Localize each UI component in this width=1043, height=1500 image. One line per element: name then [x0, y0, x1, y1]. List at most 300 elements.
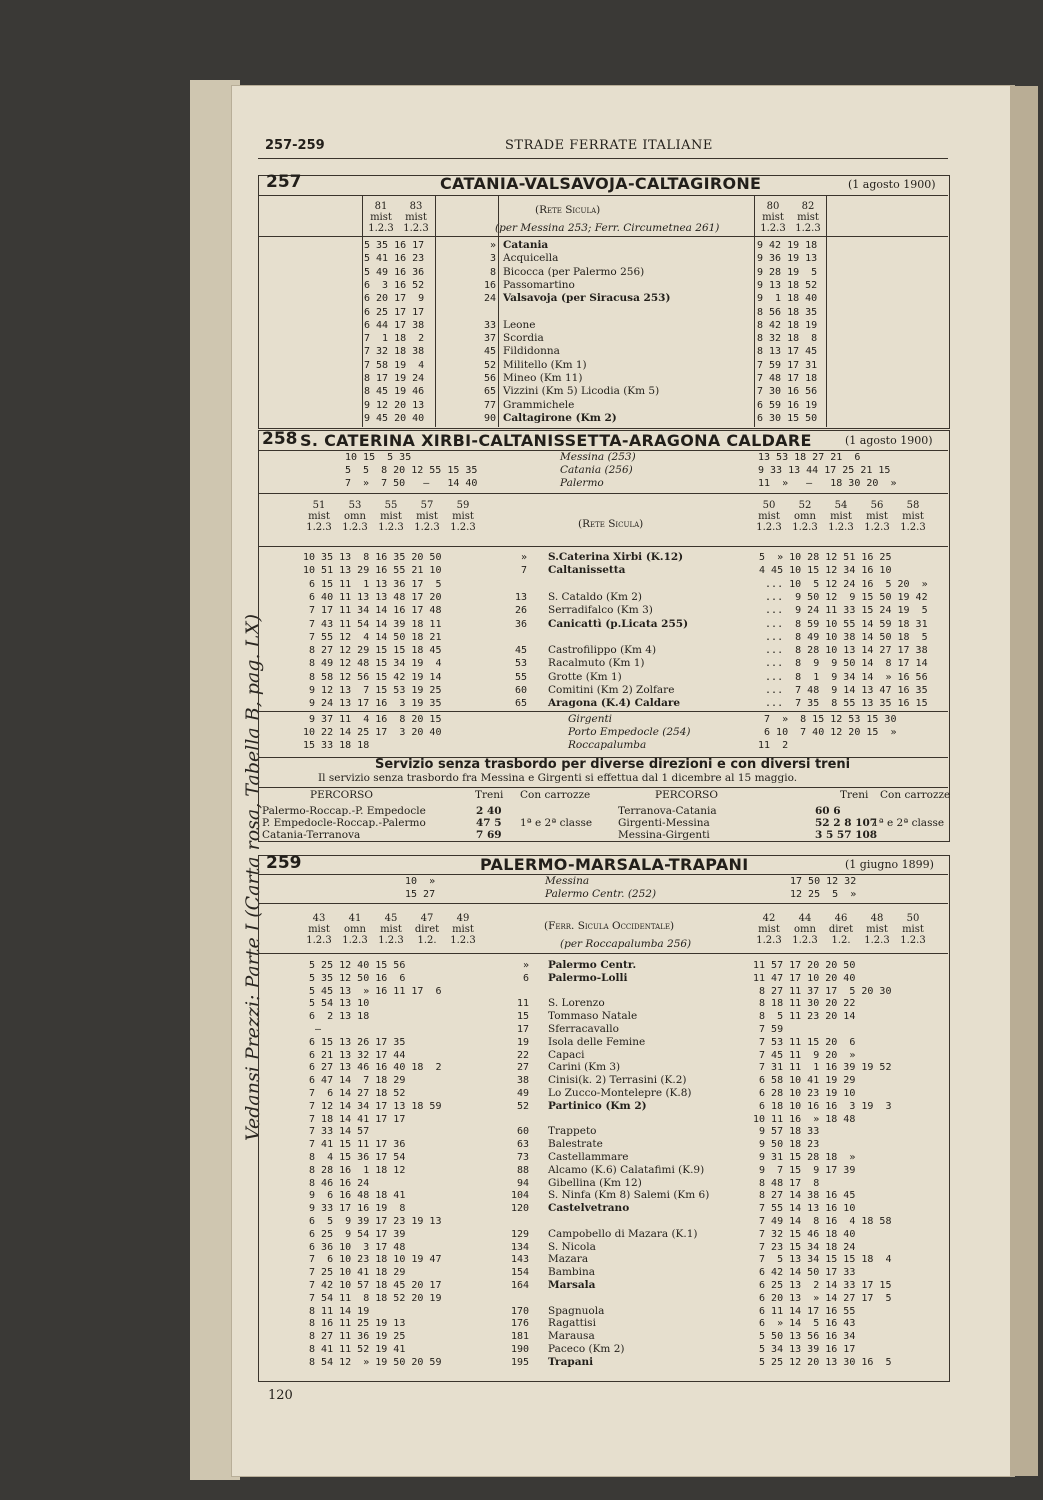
section-259-up-times: 6 18 10 16 16 3 19 3 [753, 1100, 892, 1112]
section-258-bottom-right: 7 » 8 15 12 53 15 30 [758, 714, 897, 725]
section-257-down-times: 7 32 18 38 [364, 346, 425, 358]
section-257-up-times: 8 56 18 35 [757, 306, 818, 318]
section-259-km: 195 [510, 1356, 529, 1368]
section-259-conn-label: Messina [545, 875, 590, 887]
section-259-up-times: 5 25 12 20 13 30 16 5 [753, 1356, 892, 1368]
section-259-conn-rule [258, 903, 948, 904]
section-259-station: Lo Zucco-Montelepre (K.8) [548, 1087, 692, 1099]
section-257-station: Catania [503, 239, 549, 251]
section-257-up-times: 7 30 16 56 [757, 386, 818, 398]
section-259-km: » [522, 960, 529, 971]
section-258-down-times: 8 58 12 56 15 42 19 14 [303, 671, 442, 683]
section-258-down-col: 55 mist 1.2.3 [378, 500, 404, 533]
section-259-up-col: 50 mist 1.2.3 [900, 913, 926, 946]
section-258-station: Castrofilippo (Km 4) [548, 644, 657, 657]
section-258-down-times: 10 35 13 8 16 35 20 50 [303, 552, 442, 563]
section-258-bottom-right: 6 10 7 40 12 20 15 » [758, 727, 897, 738]
section-258-number: 258 [262, 429, 298, 449]
section-257-col-80: 80 mist 1.2.3 [760, 201, 786, 234]
section-258-down-col: 59 mist 1.2.3 [450, 500, 476, 533]
section-257-km: 65 [483, 386, 496, 398]
section-258-station: Grotte (Km 1) [548, 670, 622, 683]
section-257-station: Passomartino [503, 278, 575, 291]
section-258-up-col: 52 omn 1.2.3 [792, 500, 818, 533]
section-259-number: 259 [266, 853, 302, 873]
section-259-up-col: 42 mist 1.2.3 [756, 913, 782, 946]
section-259-km: 38 [516, 1075, 529, 1087]
section-258-km: 65 [514, 698, 527, 710]
section-259-up-times: 7 31 11 1 16 39 19 52 [753, 1062, 892, 1074]
section-259-down-times: 8 46 16 24 [303, 1177, 370, 1189]
section-258-up-times: ... 10 5 12 24 16 5 20 » [753, 578, 928, 590]
section-258-up-times: 5 » 10 28 12 51 16 25 [753, 552, 892, 563]
section-259-date: (1 giugno 1899) [845, 858, 934, 871]
section-258-bottom-label: Roccapalumba [568, 739, 647, 751]
section-259-down-col: 45 mist 1.2.3 [378, 913, 404, 946]
section-259-station: Palermo Centr. [548, 959, 637, 971]
section-259-down-times: 5 25 12 40 15 56 [303, 960, 406, 971]
section-259-down-times: 6 36 10 3 17 48 [303, 1241, 406, 1253]
section-258-km: 53 [514, 658, 527, 670]
section-257-km: 3 [489, 253, 496, 265]
section-257-network: (Rete Sicula) [535, 204, 601, 216]
section-259-up-times: 6 20 13 » 14 27 17 5 [753, 1292, 892, 1304]
section-258-down-col: 53 omn 1.2.3 [342, 500, 368, 533]
section-258-conn-label: Messina (253) [560, 451, 636, 463]
section-259-down-times: 7 12 14 34 17 13 18 59 [303, 1100, 442, 1112]
section-259-km: 15 [516, 1011, 529, 1023]
section-259-station: Castelvetrano [548, 1202, 630, 1215]
section-257-divider [754, 195, 755, 427]
section-257-down-times: 8 17 19 24 [364, 373, 425, 384]
section-258-conn-left: 5 5 8 20 12 55 15 35 [345, 465, 478, 476]
section-258-conn-right: 13 53 18 27 21 6 [758, 452, 861, 463]
margin-note-text: Vedansi Prezzi: Parte I (Carta rosa, Tabella B, pag. LX) [242, 613, 264, 1141]
section-259-down-times: 9 6 16 48 18 41 [303, 1190, 406, 1202]
section-257-down-times: 6 3 16 52 [364, 279, 425, 291]
section-259-down-col: 49 mist 1.2.3 [450, 913, 476, 946]
section-257-station: Militello (Km 1) [503, 358, 587, 371]
section-258-station: Canicattì (p.Licata 255) [548, 617, 689, 630]
section-259-station: Castellammare [548, 1151, 629, 1163]
section-259-station: Isola delle Femine [548, 1035, 646, 1048]
section-259-up-times: 6 58 10 41 19 29 [753, 1075, 856, 1087]
section-257-down-times: 5 49 16 36 [364, 266, 425, 278]
section-259-up-col: 44 omn 1.2.3 [792, 913, 818, 946]
section-259-station: Carini (Km 3) [548, 1061, 621, 1074]
section-258-through-route: P. Empedocle-Roccap.-Palermo [262, 817, 426, 829]
section-257-up-times: 7 48 17 18 [757, 373, 818, 384]
section-259-station: Campobello di Mazara (K.1) [548, 1227, 698, 1240]
section-259-down-times: 8 16 11 25 19 13 [303, 1318, 406, 1330]
section-259-down-col: 47 diret 1.2. [414, 913, 440, 946]
section-257-km: » [489, 240, 496, 251]
section-258-station: Racalmuto (Km 1) [548, 657, 645, 670]
section-258-bottom-label: Girgenti [568, 713, 613, 725]
section-259-station: Palermo-Lolli [548, 971, 628, 984]
section-258-title: S. CATERINA XIRBI-CALTANISSETTA-ARAGONA CALDARE [300, 431, 812, 450]
section-259-up-times: 6 28 10 23 19 10 [753, 1088, 856, 1099]
section-258-down-col: 51 mist 1.2.3 [306, 500, 332, 533]
section-259-km: 27 [516, 1062, 529, 1074]
section-258-up-col: 56 mist 1.2.3 [864, 500, 890, 533]
section-259-km: 176 [510, 1318, 529, 1330]
section-257-down-times: 8 45 19 46 [364, 386, 425, 398]
section-257-up-times: 9 13 18 52 [757, 279, 818, 291]
section-257-date: (1 agosto 1900) [848, 178, 936, 191]
section-258-up-col: 50 mist 1.2.3 [756, 500, 782, 533]
section-259-up-times: 7 5 13 34 15 15 18 4 [753, 1254, 892, 1266]
section-259-down-times: 8 41 11 52 19 41 [303, 1344, 406, 1355]
section-259-down-times: 6 15 13 26 17 35 [303, 1036, 406, 1048]
section-259-up-times: 7 49 14 8 16 4 18 58 [753, 1216, 892, 1227]
section-259-station: Capaci [548, 1048, 585, 1061]
section-257-up-times: 7 59 17 31 [757, 359, 818, 371]
section-259-km: 170 [510, 1305, 529, 1317]
section-259-station: Mazara [548, 1253, 589, 1266]
section-258-up-times: ... 9 50 12 9 15 50 19 42 [753, 591, 928, 603]
section-259-up-times: 7 53 11 15 20 6 [753, 1036, 856, 1048]
section-259-conn-label: Palermo Centr. (252) [545, 888, 657, 900]
section-258-down-times: 8 49 12 48 15 34 19 4 [303, 658, 442, 670]
section-258-through-trains: 52 2 8 107 [815, 817, 878, 829]
section-259-station: Bambina [548, 1266, 596, 1279]
section-258-km: 45 [514, 645, 527, 657]
section-258-up-col: 54 mist 1.2.3 [828, 500, 854, 533]
section-258-station: Aragona (K.4) Caldare [548, 697, 681, 710]
section-257-station: Bicocca (per Palermo 256) [503, 265, 645, 278]
section-258-through-trains: 2 40 [476, 805, 502, 817]
section-259-conn-right: 12 25 5 » [790, 889, 857, 900]
section-259-station: Balestrate [548, 1138, 603, 1151]
section-259-station: Paceco (Km 2) [548, 1343, 625, 1355]
section-259-up-times: 8 18 11 30 20 22 [753, 998, 856, 1010]
section-258-km: 60 [514, 685, 527, 696]
section-257-up-times: 6 30 15 50 [757, 412, 818, 424]
section-259-down-times: 7 41 15 11 17 36 [303, 1139, 406, 1151]
section-257-station: Acquicella [503, 252, 559, 265]
section-258-up-times: ... 8 49 10 38 14 50 18 5 [753, 631, 928, 643]
section-259-km: 52 [516, 1100, 529, 1112]
section-258-station: Caltanissetta [548, 564, 626, 577]
section-258-up-times: ... 8 28 10 13 14 27 17 38 [753, 645, 928, 657]
section-258-down-col: 57 mist 1.2.3 [414, 500, 440, 533]
section-259-down-times: 7 33 14 57 [303, 1126, 370, 1138]
section-259-station: Sferracavallo [548, 1023, 619, 1035]
section-257-station: Valsavoja (per Siracusa 253) [503, 292, 671, 305]
section-257-up-times: 9 42 19 18 [757, 240, 818, 251]
section-257-number: 257 [266, 172, 302, 192]
section-258-up-times: ... 8 9 9 50 14 8 17 14 [753, 658, 928, 670]
section-258-conn-label: Catania (256) [560, 464, 633, 476]
section-257-up-times: 8 32 18 8 [757, 333, 818, 345]
section-259-down-times: 8 54 12 » 19 50 20 59 [303, 1356, 442, 1368]
section-259-km: 129 [510, 1228, 529, 1240]
section-257-up-times: 8 13 17 45 [757, 346, 818, 358]
section-257-km: 56 [483, 373, 496, 384]
section-258-network: (Rete Sicula) [578, 518, 644, 530]
section-258-through-trains: 3 5 57 108 [815, 829, 878, 841]
section-259-up-times: 7 55 14 13 16 10 [753, 1203, 856, 1215]
section-258-up-times: 4 45 10 15 12 34 16 10 [753, 565, 892, 577]
section-258-conn-label: Palermo [560, 477, 604, 489]
section-258-bottom-rule [258, 711, 948, 712]
section-259-up-times: 9 57 18 33 [753, 1126, 820, 1138]
section-257-km: 37 [483, 333, 496, 345]
section-258-up-times: ... 7 35 8 55 13 35 16 15 [753, 698, 928, 710]
section-257-station: Mineo (Km 11) [503, 372, 583, 384]
section-259-km: 94 [516, 1177, 529, 1189]
section-259-km: 181 [510, 1331, 529, 1343]
section-259-down-times: 5 54 13 10 [303, 998, 370, 1010]
section-259-down-times: 6 21 13 32 17 44 [303, 1049, 406, 1061]
section-258-through-head: Con carrozze [880, 789, 951, 801]
section-257-up-times: 9 36 19 13 [757, 253, 818, 265]
section-257-station: Scordia [503, 332, 544, 345]
section-258-up-times: ... 8 59 10 55 14 59 18 31 [753, 618, 928, 630]
section-259-down-times: 9 33 17 16 19 8 [303, 1203, 406, 1215]
section-257-km: 52 [483, 359, 496, 371]
section-259-station: Marsala [548, 1279, 596, 1291]
section-259-down-times: 8 28 16 1 18 12 [303, 1164, 406, 1176]
section-257-km: 77 [483, 399, 496, 411]
section-257-up-times: 6 59 16 19 [757, 399, 818, 411]
section-258-km: 36 [514, 618, 527, 630]
header-page-range: 257-259 [265, 138, 325, 153]
section-258-through-head: PERCORSO [310, 789, 373, 801]
section-259-up-times: 9 31 15 28 18 » [753, 1152, 856, 1163]
section-258-bottom-label: Porto Empedocle (254) [568, 726, 691, 738]
section-259-station: Spagnuola [548, 1304, 605, 1317]
section-259-conn-right: 17 50 12 32 [790, 876, 857, 887]
section-257-km: 8 [489, 266, 496, 278]
section-258-station: Comitini (Km 2) Zolfare [548, 684, 675, 696]
section-258-down-times: 8 27 12 29 15 15 18 45 [303, 645, 442, 657]
section-259-km: 73 [516, 1152, 529, 1163]
section-259-up-times: 6 » 14 5 16 43 [753, 1318, 856, 1330]
section-259-down-times: 7 18 14 41 17 17 [303, 1113, 406, 1125]
section-259-down-times: — [303, 1024, 334, 1035]
section-259-km: 154 [510, 1267, 529, 1279]
section-258-up-col: 58 mist 1.2.3 [900, 500, 926, 533]
section-258-down-times: 9 24 13 17 16 3 19 35 [303, 698, 442, 710]
section-259-km: 11 [516, 998, 529, 1010]
section-257-down-times: 6 20 17 9 [364, 293, 425, 305]
section-259-down-times: 6 47 14 7 18 29 [303, 1075, 406, 1087]
section-259-via: (per Roccapalumba 256) [560, 938, 692, 950]
section-258-through-head: PERCORSO [655, 789, 718, 801]
section-259-station: Ragattisi [548, 1317, 596, 1330]
section-259-down-col: 41 omn 1.2.3 [342, 913, 368, 946]
section-259-station: Trapani [548, 1355, 594, 1368]
section-257-down-times: 6 25 17 17 [364, 306, 425, 318]
section-258-conn-right: 9 33 13 44 17 25 21 15 [758, 465, 891, 476]
section-258-conn-rule [258, 493, 948, 494]
section-259-network: (Ferr. Sicula Occidentale) [544, 920, 675, 932]
section-257-km: 45 [483, 346, 496, 358]
section-258-conn-left: 10 15 5 35 [345, 452, 412, 463]
section-259-km: 63 [516, 1139, 529, 1151]
section-257-station: Fildidonna [503, 345, 560, 358]
section-257-col-81: 81 mist 1.2.3 [368, 201, 394, 234]
section-258-station: S.Caterina Xirbi (K.12) [548, 551, 684, 563]
section-258-km: 7 [520, 565, 527, 577]
section-259-station: S. Ninfa (Km 8) Salemi (Km 6) [548, 1189, 710, 1202]
section-257-km: 33 [483, 319, 496, 331]
section-259-station: Tommaso Natale [548, 1010, 638, 1023]
section-258-km: 13 [514, 591, 527, 603]
section-257-down-times: 9 45 20 40 [364, 412, 425, 424]
section-259-down-col: 43 mist 1.2.3 [306, 913, 332, 946]
margin-note [233, 0, 264, 1500]
section-258-through-route: Messina-Girgenti [618, 829, 710, 841]
section-258-through-trains: 47 5 [476, 817, 502, 829]
section-257-down-times: 5 35 16 17 [364, 240, 425, 251]
section-257-col-82: 82 mist 1.2.3 [795, 201, 821, 234]
section-259-up-times: 6 42 14 50 17 33 [753, 1267, 856, 1279]
section-258-up-times: ... 9 24 11 33 15 24 19 5 [753, 605, 928, 617]
section-259-up-col: 48 mist 1.2.3 [864, 913, 890, 946]
section-258-notice-text: Il servizio senza trasbordo fra Messina e Girgenti si effettua dal 1 dicembre al 15 maggio. [318, 772, 798, 784]
section-259-down-times: 6 25 9 54 17 39 [303, 1228, 406, 1240]
page-edge [1010, 86, 1038, 1476]
section-258-station: Serradifalco (Km 3) [548, 604, 653, 617]
section-259-station: Partinico (Km 2) [548, 1099, 647, 1112]
section-259-station: Alcamo (K.6) Calatafimi (K.9) [548, 1163, 705, 1176]
section-259-km: 49 [516, 1088, 529, 1099]
section-258-through-route: Catania-Terranova [262, 829, 361, 841]
section-258-through-class: 1ª e 2ª classe [872, 817, 945, 829]
section-257-title: CATANIA-VALSAVOJA-CALTAGIRONE [440, 174, 762, 193]
section-258-down-times: 7 43 11 54 14 39 18 11 [303, 618, 442, 630]
section-259-station: Trappeto [548, 1125, 597, 1138]
section-259-km: 190 [510, 1344, 529, 1355]
section-259-up-times: 7 45 11 9 20 » [753, 1049, 856, 1061]
section-259-up-times: 8 48 17 8 [753, 1177, 820, 1189]
section-259-up-times: 6 25 13 2 14 33 17 15 [753, 1280, 892, 1291]
section-258-bottom-left: 9 37 11 4 16 8 20 15 [303, 714, 442, 725]
section-259-station: S. Nicola [548, 1240, 596, 1253]
section-258-conn-right: 11 » — 18 30 20 » [758, 478, 897, 489]
section-258-through-head: Treni [475, 789, 504, 801]
section-258-through-trains: 7 69 [476, 829, 502, 841]
section-257-station: Grammichele [503, 398, 575, 411]
section-259-km: 17 [516, 1024, 529, 1035]
section-257-up-times: 9 28 19 5 [757, 266, 818, 278]
section-259-up-times: 7 32 15 46 18 40 [753, 1228, 856, 1240]
section-259-up-times: 9 50 18 23 [753, 1139, 820, 1151]
section-259-station: Gibellina (Km 12) [548, 1176, 642, 1189]
section-258-through-rule [258, 787, 948, 788]
header-title: STRADE FERRATE ITALIANE [505, 138, 713, 153]
section-258-down-times: 6 15 11 1 13 36 17 5 [303, 578, 442, 590]
section-259-km: 19 [516, 1036, 529, 1048]
section-257-via: (per Messina 253; Ferr. Circumetnea 261) [495, 222, 720, 234]
section-257-km: 16 [483, 279, 496, 291]
section-259-km: 134 [510, 1241, 529, 1253]
section-259-up-times: 5 50 13 56 16 34 [753, 1331, 856, 1343]
section-259-station: Cinisi(k. 2) Terrasini (K.2) [548, 1074, 687, 1087]
section-258-through-route: Terranova-Catania [618, 805, 717, 817]
section-259-conn-left: 10 » [405, 876, 436, 887]
section-257-km: 90 [483, 412, 496, 424]
section-259-title-rule [258, 874, 948, 875]
section-259-up-times: 8 27 14 38 16 45 [753, 1190, 856, 1202]
section-259-up-times: 8 27 11 37 17 5 20 30 [753, 985, 892, 997]
section-259-down-times: 7 42 10 57 18 45 20 17 [303, 1280, 442, 1291]
section-258-up-times: ... 7 48 9 14 13 47 16 35 [753, 685, 928, 696]
section-259-up-times: 7 23 15 34 18 24 [753, 1241, 856, 1253]
page-number: 120 [268, 1388, 293, 1403]
section-259-down-times: 6 2 13 18 [303, 1011, 370, 1023]
section-258-down-times: 7 55 12 4 14 50 18 21 [303, 631, 442, 643]
section-259-conn-left: 15 27 [405, 889, 436, 900]
section-259-km: 88 [516, 1164, 529, 1176]
section-258-down-times: 9 12 13 7 15 53 19 25 [303, 685, 442, 696]
header-rule [258, 158, 948, 159]
section-257-divider [826, 195, 827, 427]
section-257-km: 24 [483, 293, 496, 305]
section-258-down-times: 7 17 11 34 14 16 17 48 [303, 605, 442, 617]
section-258-through-head: Con carrozze [520, 789, 591, 801]
section-259-station: S. Lorenzo [548, 997, 605, 1010]
section-258-through-trains: 60 6 [815, 805, 841, 817]
section-258-station: S. Cataldo (Km 2) [548, 590, 643, 603]
section-258-through-route: Girgenti-Messina [618, 817, 710, 829]
section-257-divider [435, 195, 436, 427]
section-258-through-class: 1ª e 2ª classe [520, 817, 593, 829]
section-259-down-times: 8 11 14 19 [303, 1305, 370, 1317]
section-258-date: (1 agosto 1900) [845, 434, 933, 447]
section-258-km: 26 [514, 605, 527, 617]
section-257-down-times: 7 1 18 2 [364, 333, 425, 345]
section-257-station: Vizzini (Km 5) Licodia (Km 5) [503, 385, 660, 398]
section-259-up-times: 11 47 17 10 20 40 [753, 972, 856, 984]
section-259-up-times: 5 34 13 39 16 17 [753, 1344, 856, 1355]
section-259-down-times: 7 6 10 23 18 10 19 47 [303, 1254, 442, 1266]
section-258-km: » [520, 552, 527, 563]
section-259-km: 60 [516, 1126, 529, 1138]
section-259-title: PALERMO-MARSALA-TRAPANI [480, 855, 749, 874]
section-258-bottom-right: 11 2 [758, 740, 789, 751]
section-257-station: Caltagirone (Km 2) [503, 411, 617, 424]
section-259-down-times: 7 54 11 8 18 52 20 19 [303, 1292, 442, 1304]
section-259-down-times: 5 45 13 » 16 11 17 6 [303, 985, 442, 997]
section-258-through-head: Treni [840, 789, 869, 801]
section-259-up-times: 8 5 11 23 20 14 [753, 1011, 856, 1023]
section-257-col-83: 83 mist 1.2.3 [403, 201, 429, 234]
section-259-km: 6 [522, 972, 529, 984]
section-258-notice-title: Servizio senza trasbordo per diverse direzioni e con diversi treni [375, 757, 851, 772]
section-259-down-times: 6 27 13 46 16 40 18 2 [303, 1062, 442, 1074]
section-258-through-route: Palermo-Roccap.-P. Empedocle [262, 805, 426, 817]
section-257-up-times: 9 1 18 40 [757, 293, 818, 305]
section-257-down-times: 9 12 20 13 [364, 399, 425, 411]
section-259-down-times: 8 4 15 36 17 54 [303, 1152, 406, 1163]
section-259-km: 22 [516, 1049, 529, 1061]
section-258-header-rule [258, 546, 948, 547]
section-259-down-times: 6 5 9 39 17 23 19 13 [303, 1216, 442, 1227]
section-259-down-times: 8 27 11 36 19 25 [303, 1331, 406, 1343]
section-258-bottom-left: 10 22 14 25 17 3 20 40 [303, 727, 442, 738]
section-257-down-times: 7 58 19 4 [364, 359, 425, 371]
section-259-up-times: 10 11 16 » 18 48 [753, 1113, 856, 1125]
section-259-up-col: 46 diret 1.2. [828, 913, 854, 946]
section-259-header-rule [258, 953, 948, 954]
section-259-km: 104 [510, 1190, 529, 1202]
section-259-up-times: 9 7 15 9 17 39 [753, 1164, 856, 1176]
section-259-km: 120 [510, 1203, 529, 1215]
